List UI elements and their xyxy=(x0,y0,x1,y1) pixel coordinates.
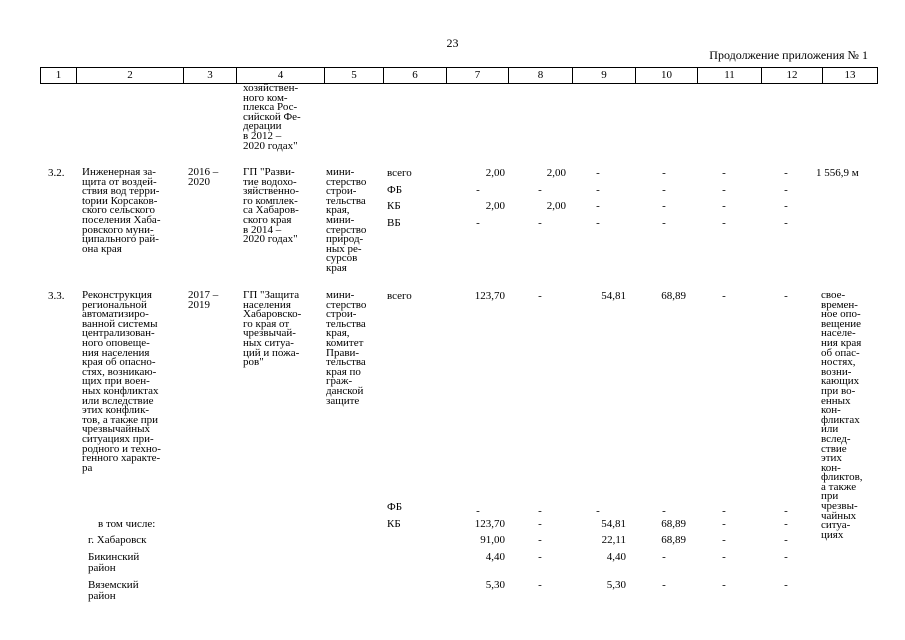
cell-col9: - xyxy=(596,167,600,179)
cell-col9: - xyxy=(596,505,600,517)
row-3-3-years: 2017 – 2019 xyxy=(188,289,219,311)
cell-col10: - xyxy=(662,184,666,196)
cell-col8: - xyxy=(538,290,542,302)
cell-col12: - xyxy=(784,518,788,530)
cell-col8: - xyxy=(538,505,542,517)
cell-col8: - xyxy=(538,184,542,196)
cell-col8: - xyxy=(538,217,542,229)
col-header-11: 11 xyxy=(698,68,762,84)
cell-col11: - xyxy=(722,551,726,563)
cell-col12: - xyxy=(784,505,788,517)
cell-col9: 22,11 xyxy=(601,534,626,546)
col-header-5: 5 xyxy=(325,68,384,84)
cell-col8: - xyxy=(538,551,542,563)
cell-col11: - xyxy=(722,184,726,196)
cell-col10: 68,89 xyxy=(661,290,686,302)
col-header-1: 1 xyxy=(41,68,77,84)
cell-col12: - xyxy=(784,200,788,212)
cell-col11: - xyxy=(722,290,726,302)
source-label: ФБ xyxy=(387,501,403,513)
cell-col9: - xyxy=(596,184,600,196)
cell-col9: 5,30 xyxy=(606,579,626,591)
row-3-2-years: 2016 – 2020 xyxy=(188,166,219,188)
source-label: всего xyxy=(387,290,412,302)
row-3-3-executor: мини- стерство строи- тельства края, комитет Прави- тельства края по граж- данской защите xyxy=(326,289,367,407)
continuation-label: Продолжение приложения № 1 xyxy=(709,48,868,62)
col-header-10: 10 xyxy=(636,68,698,84)
col-header-7: 7 xyxy=(447,68,509,84)
cell-col12: - xyxy=(784,534,788,546)
cell-col8: 2,00 xyxy=(546,167,566,179)
row-3-2-executor: мини- стерство строи- тельства края, мини- стерство природ- ных ре- сурсов края xyxy=(326,166,367,274)
district-name: Вяземский район xyxy=(88,579,139,602)
district-name: Бикинский район xyxy=(88,551,140,574)
cell-col10: - xyxy=(662,167,666,179)
row-3-2-name: Инженерная за- щита от воздей- ствия вод терри- tории Корсаков- ского сельского поселения Хаба- ровского муни- ципального рай- она края xyxy=(82,166,161,255)
cell-col11: - xyxy=(722,534,726,546)
source-label: КБ xyxy=(387,200,401,212)
cell-col7: 2,00 xyxy=(485,200,505,212)
cell-col7: - xyxy=(476,505,480,517)
district-name: г. Хабаровск xyxy=(88,534,147,546)
col-header-2: 2 xyxy=(77,68,184,84)
column-header-row xyxy=(40,67,878,84)
cell-col7: 5,30 xyxy=(485,579,505,591)
cell-col11: - xyxy=(722,217,726,229)
source-label: КБ xyxy=(387,518,401,530)
cell-col12: - xyxy=(784,167,788,179)
cell-col11: - xyxy=(722,518,726,530)
col-header-13: 13 xyxy=(823,68,878,84)
row-3-2-number: 3.2. xyxy=(48,167,65,179)
cell-col7: 123,70 xyxy=(474,290,505,302)
cell-col8: - xyxy=(538,579,542,591)
row-3-3-name: Реконструкция региональной автоматизиро- ванной системы централизован- ного оповеще- ния населения края об опасно- стях, возникаю- щих при воен- ных конфликтах или вследствие этих конфлик- тов, а также при чрезвычайных ситуациях при- родного и техно- генного характе- ра xyxy=(82,289,161,474)
cell-col9: 54,81 xyxy=(601,290,626,302)
cell-col9: - xyxy=(596,217,600,229)
cell-col12: - xyxy=(784,184,788,196)
cell-col7: 2,00 xyxy=(485,167,505,179)
page-number: 23 xyxy=(446,36,459,50)
col-header-6: 6 xyxy=(384,68,447,84)
cell-col11: - xyxy=(722,200,726,212)
cell-col8: - xyxy=(538,534,542,546)
cell-col7: 4,40 xyxy=(485,551,505,563)
including-label: в том числе: xyxy=(98,518,156,530)
col-header-3: 3 xyxy=(184,68,237,84)
cell-col7: 123,70 xyxy=(474,518,505,530)
cell-col9: - xyxy=(596,200,600,212)
cell-col11: - xyxy=(722,505,726,517)
cell-col10: - xyxy=(662,200,666,212)
cell-col12: - xyxy=(784,290,788,302)
cell-col12: - xyxy=(784,551,788,563)
cell-col7: - xyxy=(476,184,480,196)
col-header-12: 12 xyxy=(762,68,823,84)
cell-col12: - xyxy=(784,217,788,229)
cell-col10: 68,89 xyxy=(661,534,686,546)
cell-col12: - xyxy=(784,579,788,591)
cell-col8: 2,00 xyxy=(546,200,566,212)
program-continuation-text: хозяйствен- ного ком- плекса Рос- сийской Фе- дерации в 2012 – 2020 годах" xyxy=(243,82,301,152)
source-label: ФБ xyxy=(387,184,403,196)
source-label: ВБ xyxy=(387,217,401,229)
row-3-2-result: 1 556,9 м xyxy=(816,167,859,179)
col-header-8: 8 xyxy=(509,68,573,84)
source-label: всего xyxy=(387,167,412,179)
cell-col9: 4,40 xyxy=(606,551,626,563)
cell-col7: 91,00 xyxy=(480,534,505,546)
cell-col7: - xyxy=(476,217,480,229)
cell-col11: - xyxy=(722,167,726,179)
cell-col9: 54,81 xyxy=(601,518,626,530)
row-3-2-program: ГП "Разви- тие водохо- зяйственно- го комплек- са Хабаров- ского края в 2014 – 2020 годах" xyxy=(243,166,299,246)
cell-col11: - xyxy=(722,579,726,591)
row-3-3-program: ГП "Защита населения Хабаровско- го края от чрезвычай- ных ситуа- ций и пожа- ров" xyxy=(243,289,302,369)
cell-col8: - xyxy=(538,518,542,530)
col-header-4: 4 xyxy=(237,68,325,84)
cell-col10: - xyxy=(662,551,666,563)
cell-col10: - xyxy=(662,579,666,591)
col-header-9: 9 xyxy=(573,68,636,84)
cell-col10: - xyxy=(662,217,666,229)
cell-col10: - xyxy=(662,505,666,517)
row-3-3-result: свое- времен- ное опо- вещение населе- ния края об опас- ностях, возни- кающих при во- енных кон- фликтах или вслед- ствие этих кон- фликтов, а также при чрезвы- чайных ситуа- циях xyxy=(821,289,863,541)
row-3-3-number: 3.3. xyxy=(48,290,65,302)
cell-col10: 68,89 xyxy=(661,518,686,530)
